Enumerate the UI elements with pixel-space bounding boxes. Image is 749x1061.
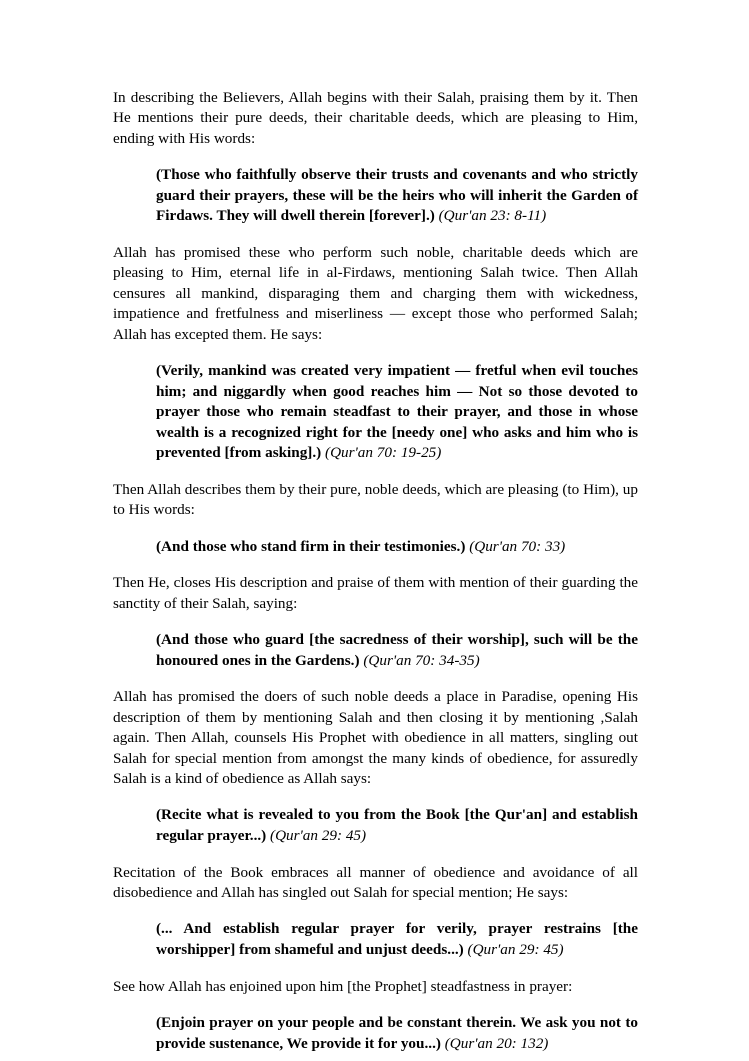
quote-reference: (Qur'an 70: 33) bbox=[469, 537, 566, 555]
quote-reference: (Qur'an 20: 132) bbox=[444, 1034, 549, 1052]
quote-text: (Enjoin prayer on your people and be constant therein. We ask you not to provide sustenance, We provide it for you...) bbox=[156, 1014, 638, 1052]
quote-text: (Those who faithfully observe their trusts and covenants and who strictly guard their prayers, these will be the heirs who will inherit the Garden of Firdaws. They will dwell therein [forever].) bbox=[156, 166, 638, 225]
quote-text: (Verily, mankind was created very impatient — fretful when evil touches him; and niggardly when good reaches him — Not so those devoted to prayer those who remain steadfast to their prayer, and those in whose wealth is a recognized right for the [needy one] who asks and him who is prevented [from asking].) bbox=[156, 362, 638, 462]
quote-text: (And those who stand firm in their testimonies.) bbox=[156, 537, 466, 555]
quote-reference: (Qur'an 29: 45) bbox=[270, 827, 367, 845]
body-paragraph: Then Allah describes them by their pure, noble deeds, which are pleasing (to Him), up to His words: bbox=[113, 481, 638, 519]
body-paragraph: Then He, closes His description and praise of them with mention of their guarding the sanctity of their Salah, saying: bbox=[113, 574, 638, 612]
quote-text: (Recite what is revealed to you from the Book [the Qur'an] and establish regular prayer...) bbox=[156, 806, 638, 845]
body-paragraph: In describing the Believers, Allah begins with their Salah, praising them by it. Then He mentions their pure deeds, their charitable deeds, which are pleasing to Him, ending with His words: bbox=[113, 89, 638, 147]
body-paragraph: Allah has promised the doers of such noble deeds a place in Paradise, opening His description of them by mentioning Salah and then closing it by mentioning ,Salah again. Then Allah, counsels His Prophet with obedience in all matters, singling out Salah for special mention from amongst the many kinds of obedience, for assuredly Salah is a kind of obedience as Allah says: bbox=[113, 688, 638, 788]
scripture-quote bbox=[113, 165, 638, 227]
quote-reference: (Qur'an 29: 45) bbox=[467, 941, 564, 959]
scripture-quote bbox=[113, 630, 638, 671]
page-content bbox=[113, 88, 638, 1061]
quote-text: (And those who guard [the sacredness of their worship], such will be the honoured ones in the Gardens.) bbox=[156, 631, 638, 669]
body-paragraph: Recitation of the Book embraces all manner of obedience and avoidance of all disobedience and Allah has singled out Salah for special mention; He says: bbox=[113, 863, 638, 902]
quote-reference: (Qur'an 70: 19-25) bbox=[325, 444, 442, 462]
quote-reference: (Qur'an 70: 34-35) bbox=[363, 651, 480, 669]
scripture-quote bbox=[113, 919, 638, 960]
scripture-quote bbox=[113, 805, 638, 846]
scripture-quote bbox=[113, 361, 638, 464]
body-paragraph: See how Allah has enjoined upon him [the Prophet] steadfastness in prayer: bbox=[113, 977, 573, 995]
body-paragraph: Allah has promised these who perform such noble, charitable deeds which are pleasing to Him, eternal life in al-Firdaws, mentioning Salah twice. Then Allah censures all mankind, disparaging them and charging them with wickedness, impatience and fretfulness and miserliness — except those who performed Salah; Allah has excepted them. He says: bbox=[113, 244, 638, 343]
quote-text: (... And establish regular prayer for verily, prayer restrains [the worshipper] from shameful and unjust deeds...) bbox=[156, 920, 638, 959]
scripture-quote bbox=[113, 1013, 638, 1054]
quote-reference: (Qur'an 23: 8-11) bbox=[438, 207, 547, 225]
scripture-quote bbox=[113, 537, 638, 558]
